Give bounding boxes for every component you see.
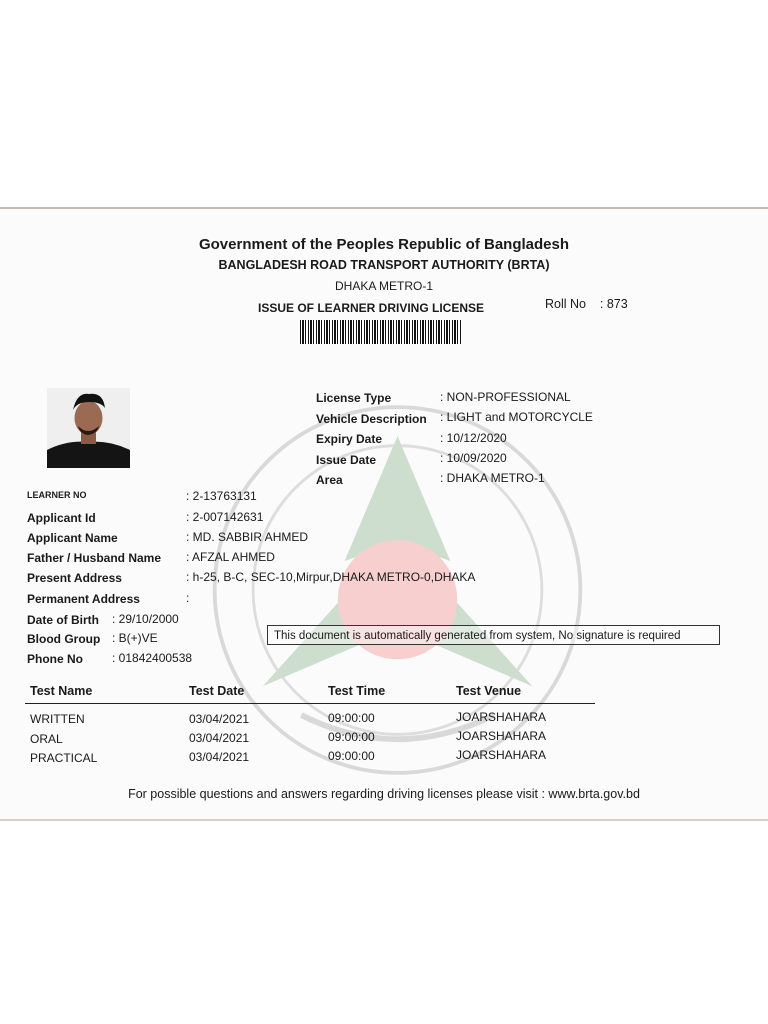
permanent-address-value: :: [186, 591, 190, 605]
roll-number: [545, 297, 628, 311]
barcode-icon: [300, 320, 462, 344]
table-cell: 09:00:00: [328, 730, 375, 744]
license-type-label: License Type: [316, 391, 392, 405]
government-title: Government of the Peoples Republic of Bangladesh: [198, 236, 570, 253]
table-cell: JOARSHAHARA: [456, 748, 547, 762]
table-cell: WRITTEN: [30, 712, 85, 726]
table-cell: 03/04/2021: [189, 750, 250, 764]
area-value: : DHAKA METRO-1: [440, 471, 545, 485]
table-cell: 09:00:00: [328, 711, 375, 725]
test-date-header: Test Date: [189, 684, 245, 698]
date-of-birth-label: Date of Birth: [27, 613, 99, 627]
table-cell: 03/04/2021: [189, 712, 250, 726]
present-address-value: : h-25, B-C, SEC-10,Mirpur,DHAKA METRO-0,DHAKA: [186, 570, 476, 584]
expiry-date-label: Expiry Date: [316, 432, 383, 446]
applicant-photo: [47, 388, 130, 468]
learner-no-label: LEARNER NO: [27, 490, 87, 500]
footer-note: For possible questions and answers regarding driving licenses please visit : www.brta.gov.bd: [128, 787, 640, 801]
brta-seal-icon: [205, 395, 590, 785]
date-of-birth-value: : 29/10/2000: [112, 612, 179, 626]
test-venue-header: Test Venue: [456, 684, 522, 698]
auto-generated-notice: This document is automatically generated from system, No signature is required: [267, 625, 720, 645]
father-name-value: : AFZAL AHMED: [186, 550, 275, 564]
permanent-address-label: Permanent Address: [27, 592, 140, 606]
issue-date-label: Issue Date: [316, 453, 377, 467]
present-address-label: Present Address: [27, 571, 122, 585]
applicant-id-label: Applicant Id: [27, 511, 96, 525]
table-cell: PRACTICAL: [30, 751, 98, 765]
applicant-id-value: : 2-007142631: [186, 510, 264, 524]
test-time-header: Test Time: [328, 684, 386, 698]
roll-value: : 873: [599, 297, 628, 311]
expiry-date-value: : 10/12/2020: [440, 431, 507, 445]
document-title: ISSUE OF LEARNER DRIVING LICENSE: [258, 301, 485, 315]
office-title: DHAKA METRO-1: [334, 279, 433, 293]
vehicle-description-value: : LIGHT and MOTORCYCLE: [440, 410, 593, 424]
applicant-name-label: Applicant Name: [27, 531, 118, 545]
license-type-value: : NON-PROFESSIONAL: [440, 390, 571, 404]
phone-no-value: : 01842400538: [112, 651, 193, 665]
table-cell: ORAL: [30, 732, 63, 746]
test-name-header: Test Name: [30, 684, 93, 698]
father-name-label: Father / Husband Name: [27, 551, 162, 565]
vehicle-description-label: Vehicle Description: [316, 412, 427, 426]
table-divider: [25, 703, 595, 704]
applicant-name-value: : MD. SABBIR AHMED: [186, 530, 309, 544]
blood-group-label: Blood Group: [27, 632, 101, 646]
table-cell: JOARSHAHARA: [456, 710, 547, 724]
issue-date-value: : 10/09/2020: [440, 451, 507, 465]
phone-no-label: Phone No: [27, 652, 83, 666]
roll-label: Roll No: [545, 297, 586, 311]
blood-group-value: : B(+)VE: [112, 631, 158, 645]
area-label: Area: [316, 473, 343, 487]
table-cell: 03/04/2021: [189, 731, 250, 745]
learner-no-value: : 2-13763131: [186, 489, 257, 503]
authority-title: BANGLADESH ROAD TRANSPORT AUTHORITY (BRTA): [218, 258, 550, 272]
table-cell: JOARSHAHARA: [456, 729, 547, 743]
table-cell: 09:00:00: [328, 749, 375, 763]
